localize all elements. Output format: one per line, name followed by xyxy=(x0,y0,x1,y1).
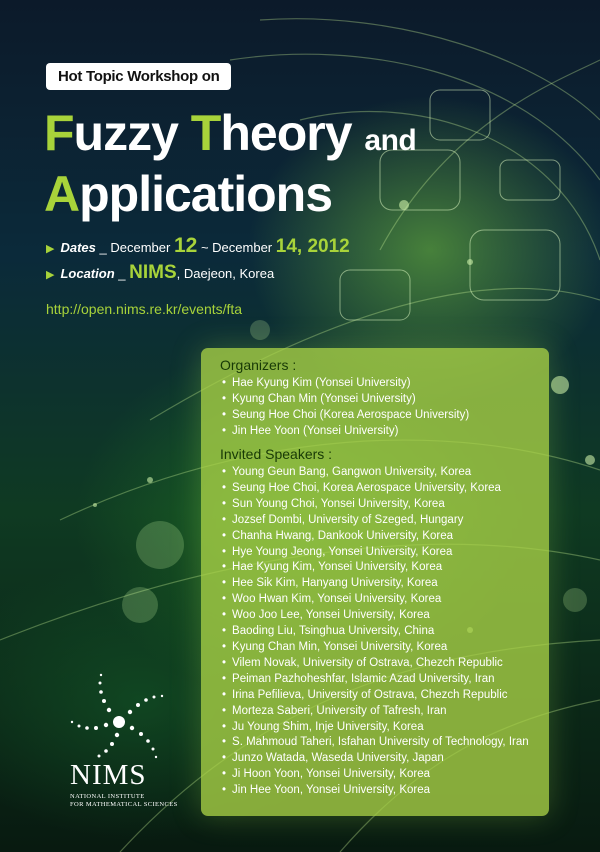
list-item: • Vilem Novak, University of Ostrava, Chezch Republic xyxy=(222,656,529,672)
title-initial-t: T xyxy=(190,105,221,161)
nims-subtitle-line-1: NATIONAL INSTITUTE xyxy=(70,793,145,800)
list-item: • Young Geun Bang, Gangwon University, Korea xyxy=(222,465,529,481)
title-initial-a: A xyxy=(44,166,80,222)
title-line-2 xyxy=(44,164,332,224)
location-rest: , Daejeon, Korea xyxy=(176,266,275,281)
location-row xyxy=(46,262,274,284)
dates-from-month: December xyxy=(110,240,171,255)
list-item: • Chanha Hwang, Dankook University, Korea xyxy=(222,529,529,545)
location-separator: _ xyxy=(118,266,126,281)
speakers-heading: Invited Speakers : xyxy=(220,446,333,462)
dates-to-day-year: 14, 2012 xyxy=(275,236,350,257)
list-item: • Hae Kyung Kim (Yonsei University) xyxy=(222,376,469,392)
list-item: • Woo Joo Lee, Yonsei University, Korea xyxy=(222,608,529,624)
location-label: Location xyxy=(60,266,115,281)
list-item: • Ju Young Shim, Inje University, Korea xyxy=(222,720,529,736)
dates-separator: _ xyxy=(99,240,107,255)
list-item: • Woo Hwan Kim, Yonsei University, Korea xyxy=(222,592,529,608)
nims-logo-text: NIMS xyxy=(70,759,147,791)
list-item: • Jin Hee Yoon (Yonsei University) xyxy=(222,424,469,440)
speakers-list xyxy=(222,465,529,799)
list-item: • Kyung Chan Min (Yonsei University) xyxy=(222,392,469,408)
list-item: • Seung Hoe Choi (Korea Aerospace University) xyxy=(222,408,469,424)
title-line-1 xyxy=(44,103,416,171)
dates-tilde: ~ xyxy=(200,240,209,255)
workshop-badge: Hot Topic Workshop on xyxy=(46,63,231,90)
event-url-link[interactable]: http://open.nims.re.kr/events/fta xyxy=(46,301,243,317)
list-item: • Hee Sik Kim, Hanyang University, Korea xyxy=(222,576,529,592)
organizers-heading: Organizers : xyxy=(220,357,297,373)
list-item: • Jin Hee Yoon, Yonsei University, Korea xyxy=(222,783,529,799)
dates-to-month: December xyxy=(212,240,273,255)
list-item: • Sun Young Choi, Yonsei University, Korea xyxy=(222,497,529,513)
list-item: • Ji Hoon Yoon, Yonsei University, Korea xyxy=(222,767,529,783)
list-item: • Jozsef Dombi, University of Szeged, Hungary xyxy=(222,513,529,529)
organizers-list xyxy=(222,376,469,440)
list-item: • Peiman Pazhoheshfar, Islamic Azad University, Iran xyxy=(222,672,529,688)
list-item: • Baoding Liu, Tsinghua University, China xyxy=(222,624,529,640)
title-initial-f: F xyxy=(44,105,74,161)
list-item: • Junzo Watada, Waseda University, Japan xyxy=(222,751,529,767)
list-item: • Hae Kyung Kim, Yonsei University, Korea xyxy=(222,560,529,576)
nims-logo-subtitle xyxy=(70,793,178,809)
list-item: • S. Mahmoud Taheri, Isfahan University of Technology, Iran xyxy=(222,735,529,751)
title-word-heory: heory xyxy=(220,105,352,161)
dates-row xyxy=(46,234,350,258)
nims-subtitle-line-2: FOR MATHEMATICAL SCIENCES xyxy=(70,801,178,808)
title-word-and: and xyxy=(364,124,417,157)
triangle-bullet-icon: ▶ xyxy=(46,243,55,255)
title-word-pplications: pplications xyxy=(79,166,333,222)
triangle-bullet-icon: ▶ xyxy=(46,269,55,281)
dates-from-day: 12 xyxy=(173,234,198,257)
nims-logo-icon xyxy=(64,670,174,760)
list-item: • Kyung Chan Min, Yonsei University, Korea xyxy=(222,640,529,656)
list-item: • Seung Hoe Choi, Korea Aerospace University, Korea xyxy=(222,481,529,497)
list-item: • Irina Pefilieva, University of Ostrava, Chezch Republic xyxy=(222,688,529,704)
dates-label: Dates xyxy=(60,240,96,255)
list-item: • Morteza Saberi, University of Tafresh, Iran xyxy=(222,704,529,720)
location-venue: NIMS xyxy=(129,262,177,283)
title-word-uzzy: uzzy xyxy=(73,105,191,161)
list-item: • Hye Young Jeong, Yonsei University, Korea xyxy=(222,545,529,561)
